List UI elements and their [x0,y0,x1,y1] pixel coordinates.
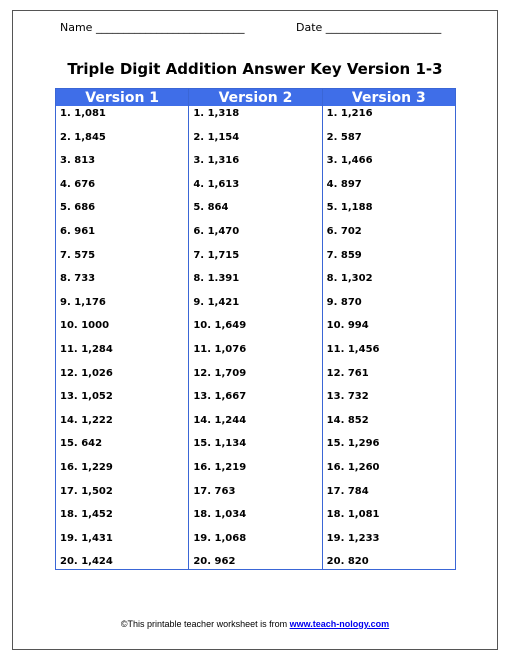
name-field-label: Name ___________________________ [60,21,245,34]
answer-item: 13. 1,667 [193,391,247,403]
answer-item: 17. 784 [326,485,369,497]
footer-credit [0,619,510,629]
version-1-column [56,89,189,569]
answer-item: 7. 575 [60,249,96,261]
version-3-heading: Version 3 [323,89,455,106]
answer-item: 11. 1,076 [193,344,247,355]
answer-item: 4. 897 [326,178,362,190]
version-1-heading: Version 1 [56,89,188,106]
answer-item: 20. 820 [326,556,369,568]
answer-item: 1. 1,081 [60,108,106,119]
answer-item: 20. 1,424 [60,556,113,568]
answer-item: 3. 1,316 [193,155,240,167]
answer-item: 5. 686 [60,202,96,214]
answer-item: 5. 864 [193,202,229,214]
answer-item: 13. 1,052 [60,391,113,403]
answer-item: 14. 1,222 [60,414,113,426]
answer-item: 16. 1,229 [60,462,113,473]
answer-item: 14. 1,244 [193,414,247,426]
answer-item: 17. 763 [193,485,236,497]
footer-text: ©This printable teacher worksheet is from [120,619,290,629]
answer-item: 15. 1,296 [326,438,380,450]
date-field-label: Date _____________________ [296,21,442,34]
answer-item: 13. 732 [326,391,369,403]
answer-item: 1. 1,318 [193,108,240,119]
answer-item: 4. 676 [60,178,96,190]
footer-link[interactable]: www.teach-nology.com [289,619,390,629]
answer-item: 18. 1,081 [326,509,380,521]
answer-item: 4. 1,613 [193,178,240,190]
answer-item: 9. 870 [326,296,362,308]
answer-item: 2. 1,845 [60,131,106,143]
answer-item: 18. 1,034 [193,509,247,521]
answer-item: 10. 994 [326,320,369,332]
answer-item: 2. 587 [326,131,362,143]
worksheet-title: Triple Digit Addition Answer Key Version 1-3 [67,60,443,78]
answer-item: 15. 642 [60,438,103,450]
answer-item: 12. 1,709 [193,367,247,379]
answer-item: 7. 859 [326,249,362,261]
answer-item: 10. 1,649 [193,320,247,332]
answer-item: 16. 1,219 [193,462,247,473]
answer-item: 7. 1,715 [193,249,240,261]
answer-item: 5. 1,188 [326,202,373,214]
answer-item: 1. 1,216 [326,108,373,119]
answer-item: 11. 1,456 [326,344,380,355]
version-2-heading: Version 2 [189,89,321,106]
answer-item: 12. 1,026 [60,367,113,379]
answer-key-table [55,88,456,570]
answer-item: 9. 1,421 [193,296,240,308]
version-2-column [189,89,322,569]
answer-item: 10. 1000 [60,320,110,332]
answer-item: 8. 1.391 [193,273,240,285]
answer-item: 19. 1,068 [193,532,247,544]
answer-item: 18. 1,452 [60,509,113,521]
answer-item: 6. 702 [326,226,362,237]
answer-item: 6. 961 [60,226,96,237]
header-fields [60,21,460,34]
version-1-answers [56,106,188,569]
answer-item: 19. 1,431 [60,532,113,544]
version-3-column [323,89,455,569]
answer-item: 11. 1,284 [60,344,113,355]
answer-item: 15. 1,134 [193,438,247,450]
answer-item: 12. 761 [326,367,369,379]
answer-item: 8. 1,302 [326,273,373,285]
version-3-answers [323,106,455,569]
version-2-answers [189,106,321,569]
answer-item: 20. 962 [193,556,236,568]
answer-item: 2. 1,154 [193,131,240,143]
answer-item: 19. 1,233 [326,532,380,544]
answer-item: 16. 1,260 [326,462,380,473]
answer-item: 3. 813 [60,155,96,167]
answer-item: 17. 1,502 [60,485,113,497]
answer-item: 8. 733 [60,273,96,285]
answer-item: 9. 1,176 [60,296,106,308]
answer-item: 14. 852 [326,414,369,426]
answer-item: 3. 1,466 [326,155,373,167]
answer-item: 6. 1,470 [193,226,240,237]
